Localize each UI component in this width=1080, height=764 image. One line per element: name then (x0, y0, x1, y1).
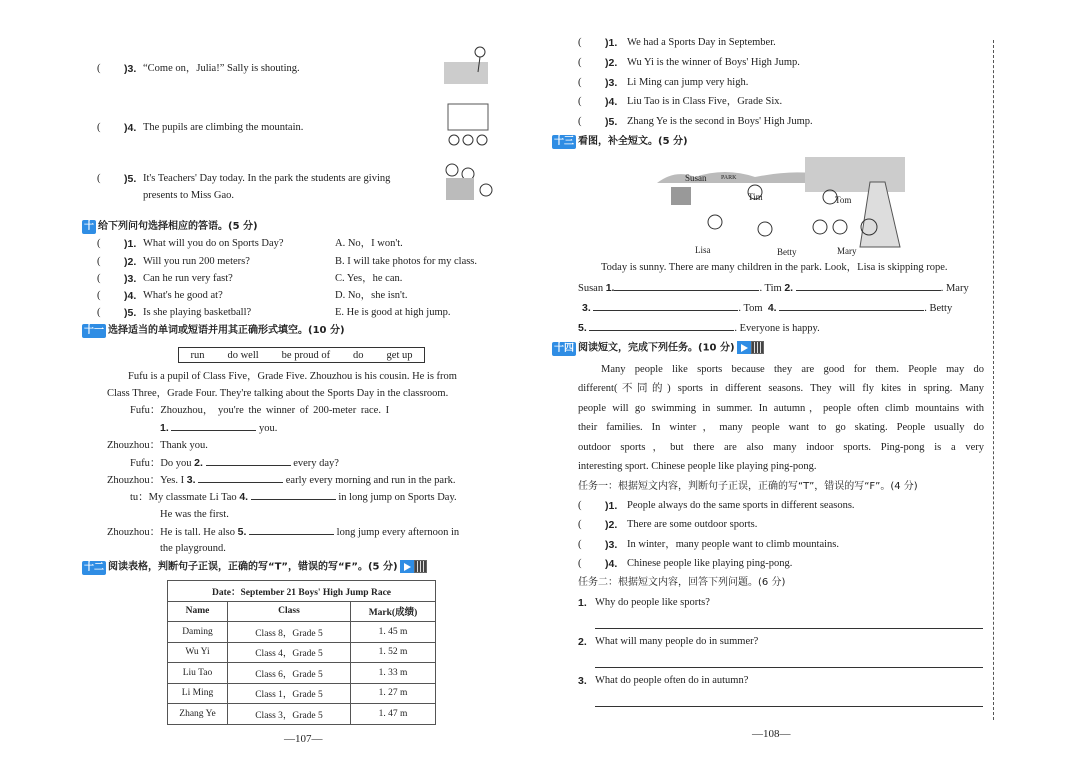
table-cell: Wu Yi (168, 642, 228, 663)
question-number: 2. (578, 636, 587, 648)
task-1-title: 任务一：根据短文内容，判断句子正误，正确的写“T”，错误的写“F”。(4 分) (578, 481, 918, 492)
answer-paren[interactable]: ( (578, 519, 582, 530)
text: . Betty (924, 303, 953, 314)
table-cell: 1. 47 m (351, 704, 436, 725)
word: get up (386, 349, 413, 361)
text: . Tom (738, 303, 763, 314)
blank-2[interactable] (796, 281, 941, 291)
section-title: 看图，补全短文。(5 分) (578, 136, 688, 147)
answer-paren[interactable]: ( (97, 256, 101, 267)
passage-line: people will go swimming in summer. In autumn，people often climb mountains with (578, 403, 984, 414)
passage-line: Today is sunny. There are many children in the park. Look，Lisa is skipping rope. (601, 262, 948, 273)
statement-text: Liu Tao is in Class Five，Grade Six. (627, 96, 783, 107)
statement-text: In winter，many people want to climb mountains. (627, 539, 839, 550)
question-text: What will you do on Sports Day? (143, 238, 284, 249)
section-title: 阅读短文，完成下列任务。(10 分) (578, 342, 735, 354)
section-badge: 十二 (84, 561, 104, 573)
passage-line: outdoor sports，but there are also many indoor sports. Ping-pong is a very (578, 442, 984, 453)
text: long jump every afternoon in (336, 527, 460, 538)
blank-5[interactable] (589, 321, 734, 331)
table-row (168, 622, 436, 643)
blank-1[interactable] (171, 421, 256, 431)
question-text: What do people often do in autumn? (595, 675, 749, 686)
blank-5[interactable] (249, 525, 334, 535)
statement-text: Wu Yi is the winner of Boys' High Jump. (627, 57, 800, 68)
section-13-header (552, 135, 688, 149)
word: do (353, 349, 364, 361)
section-12-header (82, 560, 427, 575)
section-14-header (552, 341, 764, 356)
column-header: Class (228, 601, 351, 622)
statement-number: )3. (605, 539, 618, 551)
table-cell: Class 1，Grade 5 (228, 683, 351, 704)
blank-number: 4. (767, 302, 777, 314)
table-cell: 1. 45 m (351, 622, 436, 643)
statement-text: Chinese people like playing ping-pong. (627, 558, 793, 569)
answer-line[interactable] (595, 706, 983, 707)
question-number: )5. (124, 307, 137, 319)
word: run (190, 349, 205, 361)
text: every day? (293, 458, 339, 469)
answer-paren[interactable]: ( (97, 273, 101, 284)
blank-2[interactable] (206, 456, 291, 466)
answer-option: D. No，she isn't. (335, 290, 408, 301)
play-icon[interactable] (737, 341, 751, 354)
passage-line (578, 321, 820, 336)
item-text: The pupils are climbing the mountain. (143, 122, 304, 133)
section-title: 阅读表格，判断句子正误，正确的写“T”，错误的写“F”。(5 分) (108, 561, 398, 573)
section-badge: 十 (84, 221, 94, 232)
table-cell: 1. 33 m (351, 663, 436, 684)
label-susan: Susan (685, 173, 707, 183)
label-lisa: Lisa (695, 245, 711, 255)
answer-paren[interactable]: ( (578, 539, 582, 550)
blank-number: 1. (605, 282, 615, 294)
section-badge: 十四 (554, 342, 574, 354)
item-text: “Come on，Julia!” Sally is shouting. (143, 63, 300, 74)
answer-paren[interactable]: ( (578, 57, 582, 68)
high-jump-table (167, 580, 436, 725)
answer-option: E. He is good at high jump. (335, 307, 451, 318)
table-row (168, 642, 436, 663)
dialogue-line (130, 490, 457, 505)
blank-number: 3. (186, 474, 196, 486)
blank-4[interactable] (251, 490, 336, 500)
text: . Mary (940, 283, 969, 294)
shouting-girl-illustration (442, 44, 492, 88)
statement-number: )1. (605, 500, 618, 512)
blank-number: 1. (160, 422, 169, 434)
statement-number: )5. (605, 116, 618, 128)
blank-number: 5. (237, 526, 247, 538)
answer-paren[interactable]: ( (97, 307, 101, 318)
column-header: Mark(成绩) (351, 601, 436, 622)
statement-number: )2. (605, 519, 618, 531)
question-text: What's he good at? (143, 290, 223, 301)
label-tim: Tim (748, 192, 763, 202)
table-cell: Class 3，Grade 5 (228, 704, 351, 725)
item-text-cont: presents to Miss Gao. (143, 190, 234, 201)
table-cell: Liu Tao (168, 663, 228, 684)
pupils-illustration (444, 102, 494, 150)
section-title: 选择适当的单词或短语并用其正确形式填空。(10 分) (108, 325, 345, 336)
table-cell: 1. 52 m (351, 642, 436, 663)
table-cell: Class 6，Grade 5 (228, 663, 351, 684)
dialogue-line: Fufu：Zhouzhou， you're the winner of 200-meter race. I (130, 405, 390, 416)
page-number: —107— (284, 733, 323, 745)
item-number: )3. (124, 63, 137, 75)
question-text: What will many people do in summer? (595, 636, 759, 647)
text: tu：My classmate Li Tao (130, 492, 237, 503)
passage-line: Fufu is a pupil of Class Five，Grade Five. Zhouzhou is his cousin. He is from (128, 371, 457, 382)
statement-number: )1. (605, 37, 618, 49)
label-mary: Mary (837, 246, 857, 256)
passage-line: interesting sport. Chinese people like playing ping-pong. (578, 461, 817, 472)
table-row (168, 663, 436, 684)
page-number: —108— (752, 728, 791, 740)
label-betty: Betty (777, 247, 797, 257)
section-badge: 十三 (554, 136, 574, 147)
text: . Tim (759, 283, 782, 294)
statement-number: )3. (605, 77, 618, 89)
text: early every morning and run in the park. (285, 475, 456, 486)
statement-number: )4. (605, 96, 618, 108)
word-bank (178, 347, 425, 363)
dialogue-line: Zhouzhou：Thank you. (107, 440, 208, 451)
section-11-header (82, 324, 345, 338)
statement-number: )4. (605, 558, 618, 570)
passage-line: different(不同的) sports in different seasons. They will fly kites in spring. Many (578, 383, 984, 394)
blank-number: 3. (582, 302, 591, 314)
word: do well (227, 349, 259, 361)
paren[interactable]: ( (97, 63, 101, 74)
blank-3[interactable] (593, 301, 738, 311)
passage-line: Class Three，Grade Four. They're talking about the Sports Day in the classroom. (107, 388, 449, 399)
passage-line (578, 281, 969, 296)
statement-text: Zhang Ye is the second in Boys' High Jump. (627, 116, 813, 127)
answer-paren[interactable]: ( (578, 77, 582, 88)
table-cell: Zhang Ye (168, 704, 228, 725)
section-badge: 十一 (84, 325, 104, 336)
park-illustration (655, 157, 910, 257)
teachers-day-illustration (442, 160, 494, 204)
section-10-header (82, 220, 258, 234)
question-number: 1. (578, 597, 587, 609)
blank-number: 2. (194, 457, 203, 469)
question-number: )2. (124, 256, 137, 268)
table-caption: Date：September 21 Boys' High Jump Race (168, 581, 436, 602)
statement-text: Li Ming can jump very high. (627, 77, 749, 88)
task-2-title: 任务二：根据短文内容，回答下列问题。(6 分) (578, 577, 786, 588)
item-text: It's Teachers' Day today. In the park the students are giving (143, 173, 391, 184)
answer-line[interactable] (595, 667, 983, 668)
blank-number: 5. (578, 322, 587, 334)
dialogue-line: the playground. (160, 543, 226, 554)
table-cell: Daming (168, 622, 228, 643)
qr-code-icon (414, 560, 427, 573)
blank-4[interactable] (779, 301, 924, 311)
question-number: )4. (124, 290, 137, 302)
dialogue-line (107, 473, 455, 488)
word: be proud of (281, 349, 331, 361)
text: Zhouzhou：Yes. I (107, 475, 185, 486)
statement-text: People always do the same sports in different seasons. (627, 500, 855, 511)
answer-paren[interactable]: ( (578, 558, 582, 569)
answer-line[interactable] (595, 628, 983, 629)
text: . Everyone is happy. (734, 323, 820, 334)
table-cell: Li Ming (168, 683, 228, 704)
paren[interactable]: ( (97, 122, 101, 133)
question-number: )1. (124, 238, 137, 250)
answer-option: B. I will take photos for my class. (335, 256, 478, 267)
answer-paren[interactable]: ( (578, 37, 582, 48)
park-sign: PARK (721, 175, 737, 181)
statement-text: We had a Sports Day in September. (627, 37, 776, 48)
answer-paren[interactable]: ( (578, 500, 582, 511)
table-cell: 1. 27 m (351, 683, 436, 704)
label-tom: Tom (835, 195, 852, 205)
text: in long jump on Sports Day. (338, 492, 457, 503)
question-number: )3. (124, 273, 137, 285)
table-row (168, 683, 436, 704)
question-text: Is she playing basketball? (143, 307, 252, 318)
dialogue-line (160, 421, 277, 436)
question-text: Can he run very fast? (143, 273, 233, 284)
answer-paren[interactable]: ( (97, 238, 101, 249)
text: Zhouzhou：He is tall. He also (107, 527, 236, 538)
dialogue-line (130, 456, 339, 471)
play-icon[interactable] (400, 560, 414, 573)
answer-option: C. Yes，he can. (335, 273, 403, 284)
table-cell: Class 8，Grade 5 (228, 622, 351, 643)
answer-option: A. No，I won't. (335, 238, 403, 249)
blank-3[interactable] (198, 473, 283, 483)
blank-number: 2. (784, 282, 794, 294)
section-title: 给下列问句选择相应的答语。(5 分) (98, 221, 258, 232)
answer-paren[interactable]: ( (97, 290, 101, 301)
text: you. (259, 423, 278, 434)
blank-1[interactable] (614, 281, 759, 291)
dialogue-line: He was the first. (160, 509, 229, 520)
passage-line: their families. In winter，many people want to go skating. People usually do (578, 422, 984, 433)
blank-number: 4. (239, 491, 249, 503)
answer-paren[interactable]: ( (578, 96, 582, 107)
text: Susan (578, 283, 604, 294)
question-text: Why do people like sports? (595, 597, 710, 608)
qr-code-icon (751, 341, 764, 354)
table-row (168, 704, 436, 725)
paren[interactable]: ( (97, 173, 101, 184)
question-number: 3. (578, 675, 587, 687)
binding-cut-line (993, 40, 994, 720)
passage-line (582, 301, 952, 316)
item-number: )5. (124, 173, 137, 185)
statement-text: There are some outdoor sports. (627, 519, 758, 530)
text: Fufu：Do you (130, 458, 192, 469)
passage-line: Many people like sports because they are good for them. People may do (601, 364, 984, 375)
statement-number: )2. (605, 57, 618, 69)
question-text: Will you run 200 meters? (143, 256, 250, 267)
answer-paren[interactable]: ( (578, 116, 582, 127)
dialogue-line (107, 525, 459, 540)
item-number: )4. (124, 122, 137, 134)
table-cell: Class 4，Grade 5 (228, 642, 351, 663)
column-header: Name (168, 601, 228, 622)
